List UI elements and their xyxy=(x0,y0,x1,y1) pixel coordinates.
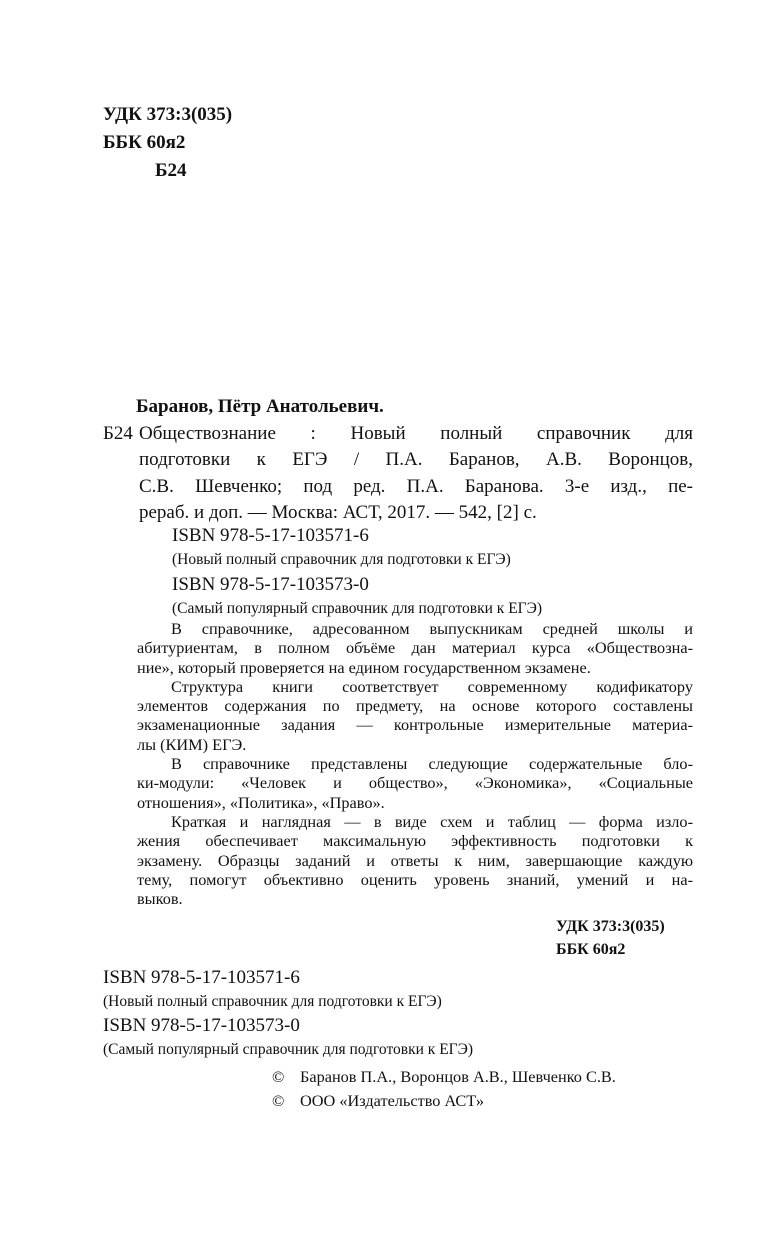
record-isbn-list xyxy=(172,523,542,621)
annotation-line: экзаменационные задания — контрольные измерительные материа- xyxy=(137,715,693,735)
annotation-line: тему, помогут объективно оценить уровень знаний, умений и на- xyxy=(137,869,693,889)
annotation-line: Структура книги соответствует современному кодификатору xyxy=(171,676,693,696)
isbn-number: ISBN 978-5-17-103571-6 xyxy=(103,967,300,988)
copyright-icon: © xyxy=(272,1067,285,1086)
annotation-line: экзамену. Образцы заданий и ответы к ним, завершающие каждую xyxy=(137,850,693,870)
bbk-code: ББК 60я2 xyxy=(556,941,626,958)
udk-code: УДК 373:3(035) xyxy=(103,104,233,125)
copyright-block xyxy=(272,1065,616,1113)
isbn-note: (Новый полный справочник для подготовки к ЕГЭ) xyxy=(172,551,511,568)
annotation-line: абитуриентам, в полном объёме дан материал курса «Обществозна- xyxy=(137,638,693,658)
isbn-note: (Самый популярный справочник для подготовки к ЕГЭ) xyxy=(103,1041,474,1058)
top-classification-codes xyxy=(103,101,232,185)
annotation-line: В справочнике представлены следующие содержательные бло- xyxy=(171,754,693,774)
annotation-line: лы (КИМ) ЕГЭ. xyxy=(137,734,247,754)
title-line: С.В. Шевченко; под ред. П.А. Баранова. 3-е изд., пе- xyxy=(139,475,693,497)
isbn-number: ISBN 978-5-17-103573-0 xyxy=(172,574,369,595)
udk-code: УДК 373:3(035) xyxy=(556,918,665,935)
bbk-code: ББК 60я2 xyxy=(103,132,186,153)
annotation-line: жения обеспечивает максимальную эффективность подготовки к xyxy=(137,831,693,851)
annotation-line: элементов содержания по предмету, на основе которого составлены xyxy=(137,696,693,716)
copyright-holder: Баранов П.А., Воронцов А.В., Шевченко С.В. xyxy=(300,1067,616,1086)
author-mark: Б24 xyxy=(155,160,187,181)
isbn-number: ISBN 978-5-17-103571-6 xyxy=(172,525,369,546)
isbn-note: (Новый полный справочник для подготовки к ЕГЭ) xyxy=(103,993,442,1010)
copyright-line xyxy=(272,1065,616,1089)
copyright-icon: © xyxy=(272,1091,285,1110)
annotation-line: Краткая и наглядная — в виде схем и таблиц — форма изло- xyxy=(171,811,693,831)
entry-author-mark: Б24 xyxy=(103,422,133,444)
annotation-line: отношения», «Политика», «Право». xyxy=(137,792,385,812)
annotation-line: В справочнике, адресованном выпускникам средней школы и xyxy=(171,619,693,638)
annotation-line: ки-модули: «Человек и общество», «Экономика», «Социальные xyxy=(137,773,693,793)
annotation-line: выков. xyxy=(137,889,183,909)
title-line: рераб. и доп. — Москва: АСТ, 2017. — 542, [2] с. xyxy=(139,502,537,523)
title-line: подготовки к ЕГЭ / П.А. Баранов, А.В. Воронцов, xyxy=(139,449,693,470)
bibliographic-record xyxy=(103,394,693,527)
title-statement xyxy=(139,421,693,527)
annotation-line: ние», который проверяется на едином государственном экзамене. xyxy=(137,657,591,677)
annotation xyxy=(137,619,693,908)
author-heading: Баранов, Пётр Анатольевич. xyxy=(136,396,384,417)
isbn-number: ISBN 978-5-17-103573-0 xyxy=(103,1015,300,1036)
classification-codes-right xyxy=(556,915,665,961)
copyright-line xyxy=(272,1089,616,1113)
copyright-holder: ООО «Издательство АСТ» xyxy=(300,1091,484,1110)
title-line: Обществознание : Новый полный справочник для xyxy=(139,422,693,444)
title-entry xyxy=(103,421,693,527)
isbn-note: (Самый популярный справочник для подготовки к ЕГЭ) xyxy=(172,600,543,617)
bottom-isbn-list xyxy=(103,966,473,1062)
